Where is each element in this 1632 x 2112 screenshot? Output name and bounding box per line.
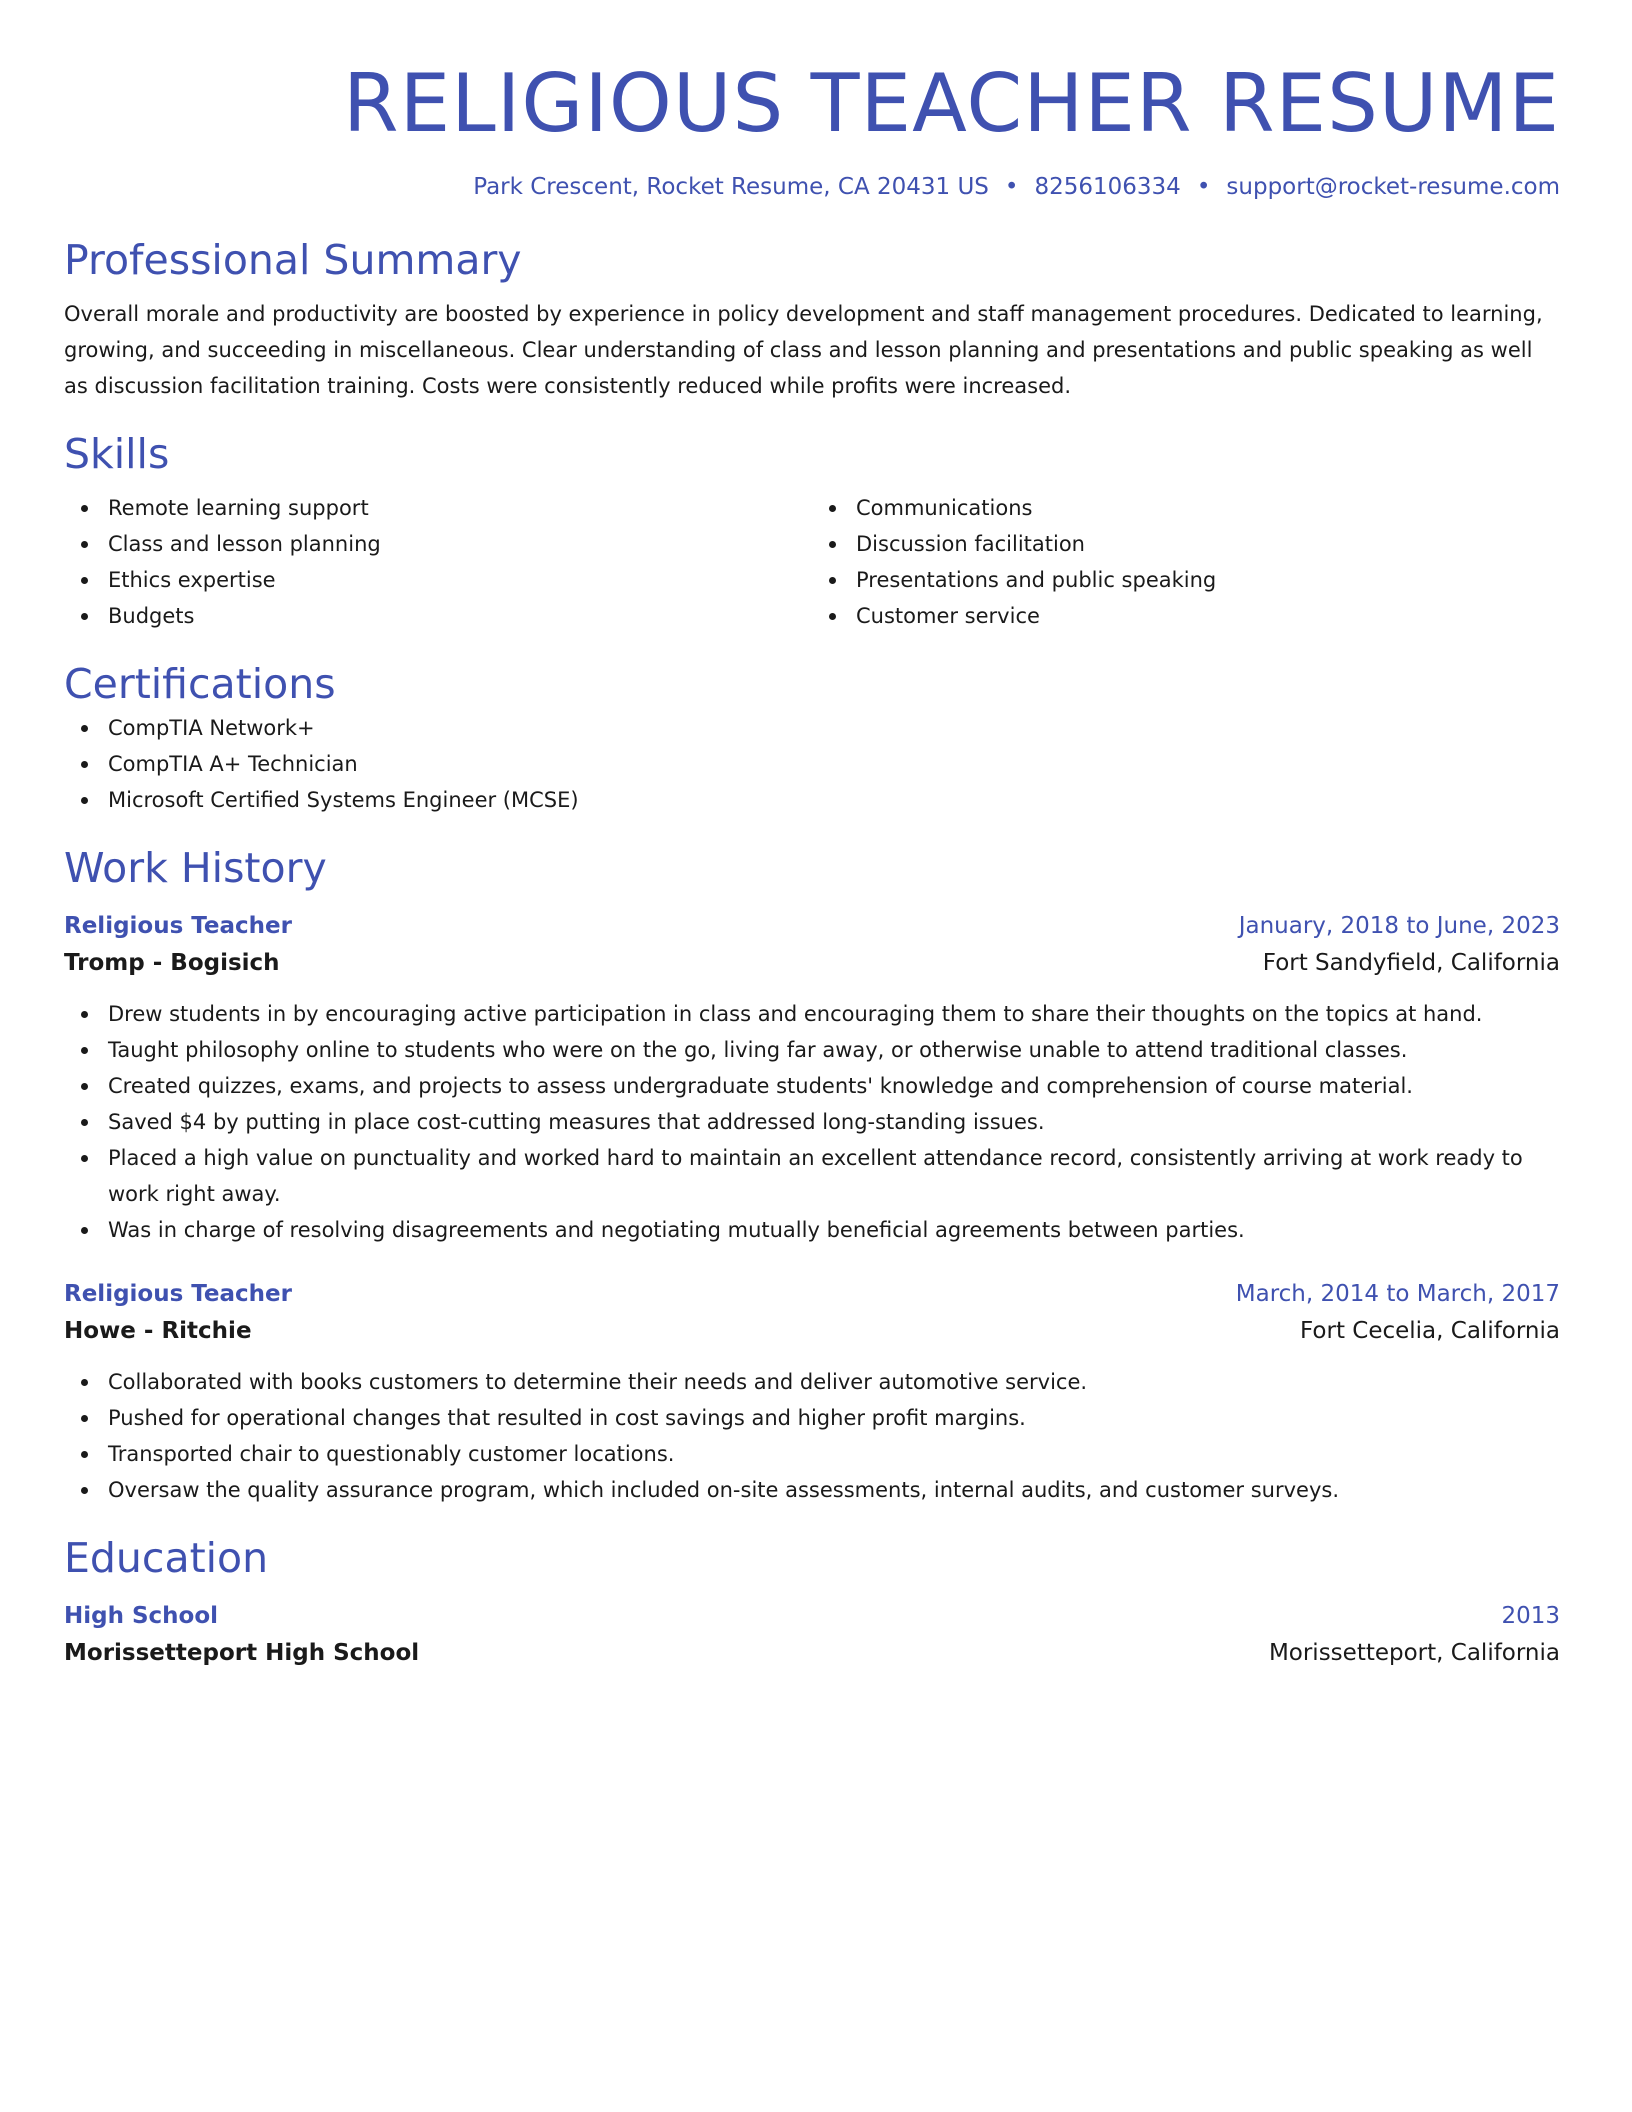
job-dates: March, 2014 to March, 2017	[1235, 1281, 1560, 1307]
certifications-heading: Certifications	[64, 660, 336, 708]
education-entry	[64, 1598, 1560, 1672]
contact-line	[64, 172, 1560, 202]
job-bullet: Saved $4 by putting in place cost-cutting measures that addressed long-standing issues.	[64, 1104, 1560, 1140]
skill-item: Ethics expertise	[64, 562, 812, 598]
skills-list-right	[812, 490, 1560, 634]
job-entry	[64, 1276, 1560, 1508]
resume-page	[64, 0, 1560, 1672]
resume-title: RELIGIOUS TEACHER RESUME	[343, 57, 1560, 150]
job-dates: January, 2018 to June, 2023	[1238, 913, 1560, 939]
job-location: Fort Sandyfield, California	[1262, 950, 1560, 976]
skill-item: Communications	[812, 490, 1560, 526]
summary-text: Overall morale and productivity are boosted by experience in policy development and staff management procedures. Dedicated to learning, growing, and succeeding in miscellaneous. Clear understanding of class and lesson planning and presentations and public speaking as well as discussion facilitation training. Costs were consistently reduced while profits were increased.	[64, 302, 1543, 398]
skills-columns	[64, 490, 1560, 634]
education-year: 2013	[1501, 1603, 1560, 1629]
job-bullet: Pushed for operational changes that resulted in cost savings and higher profit margins.	[64, 1400, 1560, 1436]
certification-item: Microsoft Certified Systems Engineer (MCSE)	[64, 782, 1560, 818]
certification-item: CompTIA Network+	[64, 710, 1560, 746]
contact-phone: 8256106334	[1034, 174, 1181, 200]
job-bullet: Collaborated with books customers to determine their needs and deliver automotive service.	[64, 1364, 1560, 1400]
job-location: Fort Cecelia, California	[1300, 1318, 1560, 1344]
skill-item: Presentations and public speaking	[812, 562, 1560, 598]
certifications-list	[64, 710, 1560, 818]
job-bullet: Taught philosophy online to students who were on the go, living far away, or otherwise unable to attend traditional classes.	[64, 1032, 1560, 1068]
summary-heading: Professional Summary	[64, 236, 522, 284]
contact-separator: •	[1004, 174, 1019, 200]
job-entry	[64, 908, 1560, 1248]
skill-item: Discussion facilitation	[812, 526, 1560, 562]
job-bullet: Created quizzes, exams, and projects to assess undergraduate students' knowledge and comprehension of course material.	[64, 1068, 1560, 1104]
skill-item: Customer service	[812, 598, 1560, 634]
job-bullet: Placed a high value on punctuality and worked hard to maintain an excellent attendance record, consistently arriving at work ready to work right away.	[64, 1140, 1560, 1212]
skills-list-left	[64, 490, 812, 634]
education-location: Morissetteport, California	[1268, 1640, 1560, 1666]
contact-email[interactable]: support@rocket-resume.com	[1226, 174, 1560, 200]
job-bullets	[64, 1364, 1560, 1508]
skill-item: Remote learning support	[64, 490, 812, 526]
job-bullets	[64, 996, 1560, 1248]
education-school: Morissetteport High School	[64, 1640, 420, 1666]
skill-item: Class and lesson planning	[64, 526, 812, 562]
job-bullet: Drew students in by encouraging active participation in class and encouraging them to share their thoughts on the topics at hand.	[64, 996, 1560, 1032]
contact-address: Park Crescent, Rocket Resume, CA 20431 US	[473, 174, 989, 200]
job-role: Religious Teacher	[64, 913, 293, 939]
job-bullet: Transported chair to questionably customer locations.	[64, 1436, 1560, 1472]
education-degree: High School	[64, 1603, 219, 1629]
job-company: Howe - Ritchie	[64, 1318, 252, 1344]
skill-item: Budgets	[64, 598, 812, 634]
certification-item: CompTIA A+ Technician	[64, 746, 1560, 782]
work-history-heading: Work History	[64, 844, 327, 892]
job-bullet: Oversaw the quality assurance program, which included on-site assessments, internal audits, and customer surveys.	[64, 1472, 1560, 1508]
skills-heading: Skills	[64, 430, 170, 478]
education-heading: Education	[64, 1534, 269, 1582]
contact-separator: •	[1196, 174, 1211, 200]
job-company: Tromp - Bogisich	[64, 950, 280, 976]
job-bullet: Was in charge of resolving disagreements and negotiating mutually beneficial agreements between parties.	[64, 1212, 1560, 1248]
job-role: Religious Teacher	[64, 1281, 293, 1307]
